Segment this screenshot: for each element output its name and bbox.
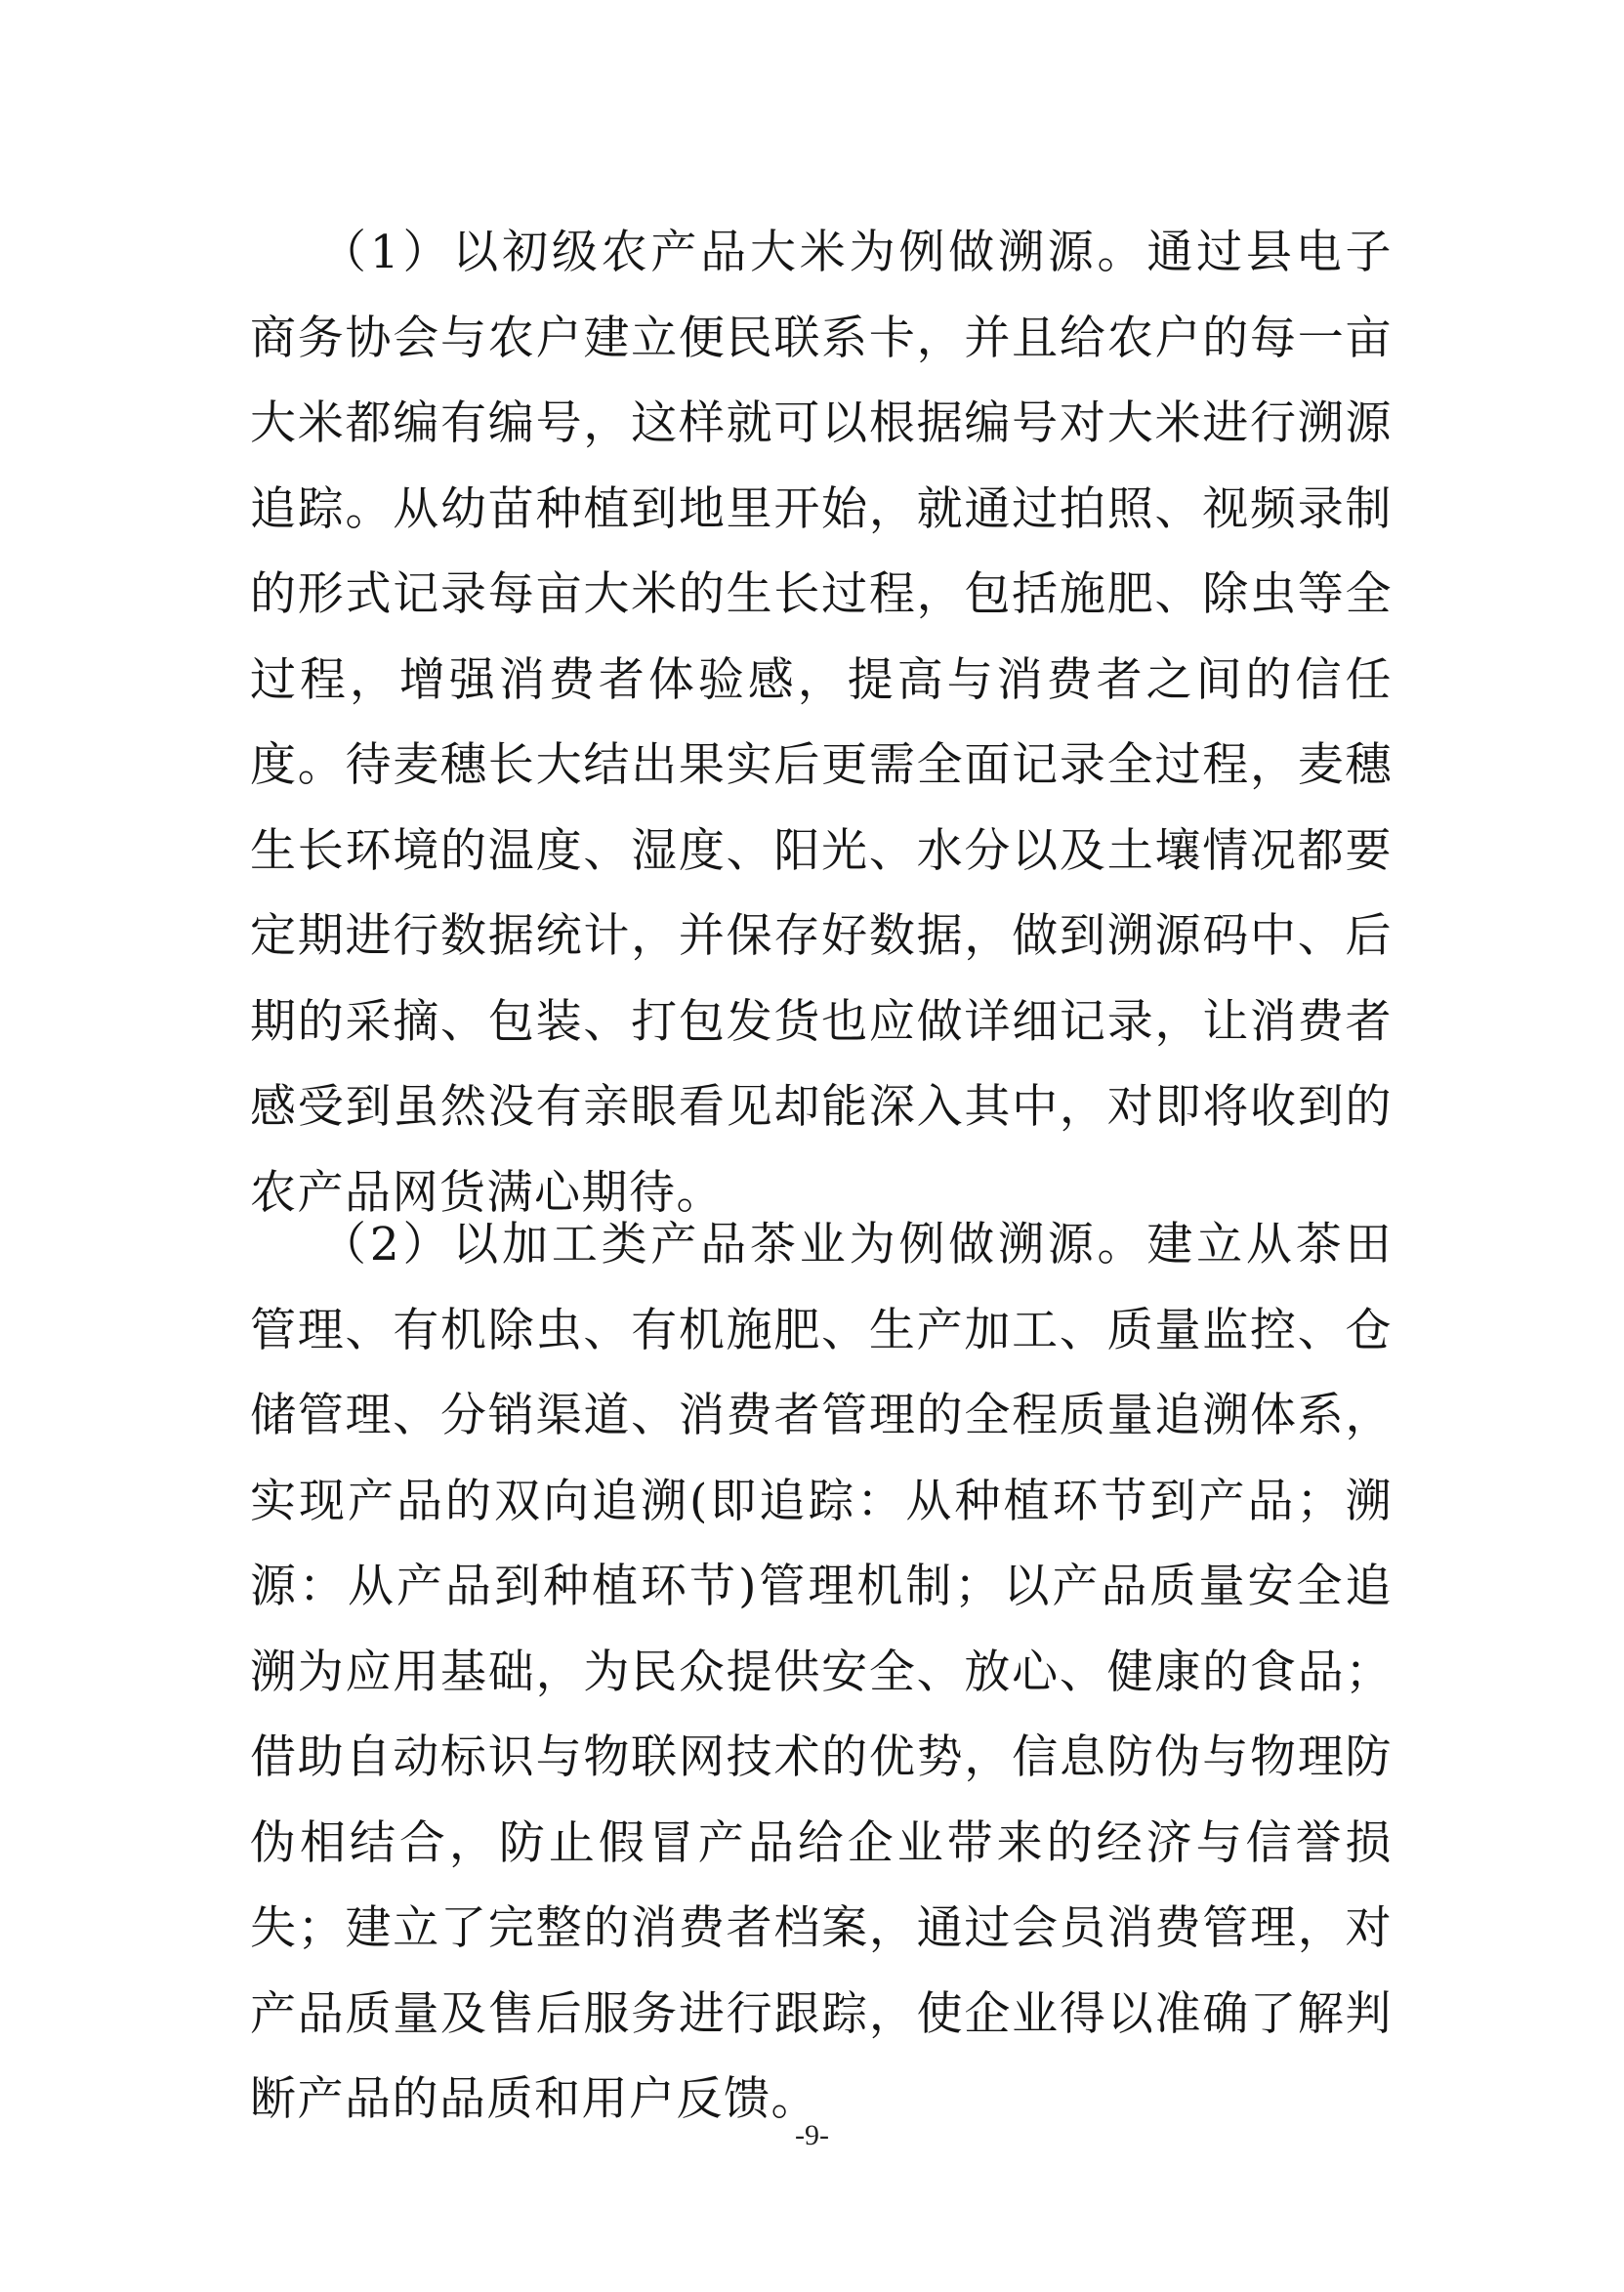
paragraph-rice-traceability: （1）以初级农产品大米为例做溯源。通过县电子商务协会与农户建立便民联系卡，并且给农户的每一亩大米都编有编号，这样就可以根据编号对大米进行溯源追踪。从幼苗种植到地里开始，就通过拍照、视频录制的形式记录每亩大米的生长过程，包括施肥、除虫等全过程，增强消费者体验感，提高与消费者之间的信任度。待麦穗长大结出果实后更需全面记录全过程，麦穗生长环境的温度、湿度、阳光、水分以及土壤情况都要定期进行数据统计，并保存好数据，做到溯源码中、后期的采摘、包装、打包发货也应做详细记录，让消费者感受到虽然没有亲眼看见却能深入其中，对即将收到的农产品网货满心期待。 bbox=[250, 226, 1393, 1220]
page-number: -9- bbox=[795, 2119, 829, 2151]
paragraph-tea-traceability: （2）以加工类产品茶业为例做溯源。建立从茶田管理、有机除虫、有机施肥、生产加工、质量监控、仓储管理、分销渠道、消费者管理的全程质量追溯体系，实现产品的双向追溯(即追踪：从种植环节到产品；溯源：从产品到种植环节)管理机制；以产品质量安全追溯为应用基础，为民众提供安全、放心、健康的食品；借助自动标识与物联网技术的优势，信息防伪与物理防伪相结合，防止假冒产品给企业带来的经济与信誉损失；建立了完整的消费者档案，通过会员消费管理，对产品质量及售后服务进行跟踪，使企业得以准确了解判断产品的品质和用户反馈。 bbox=[250, 1218, 1393, 2126]
